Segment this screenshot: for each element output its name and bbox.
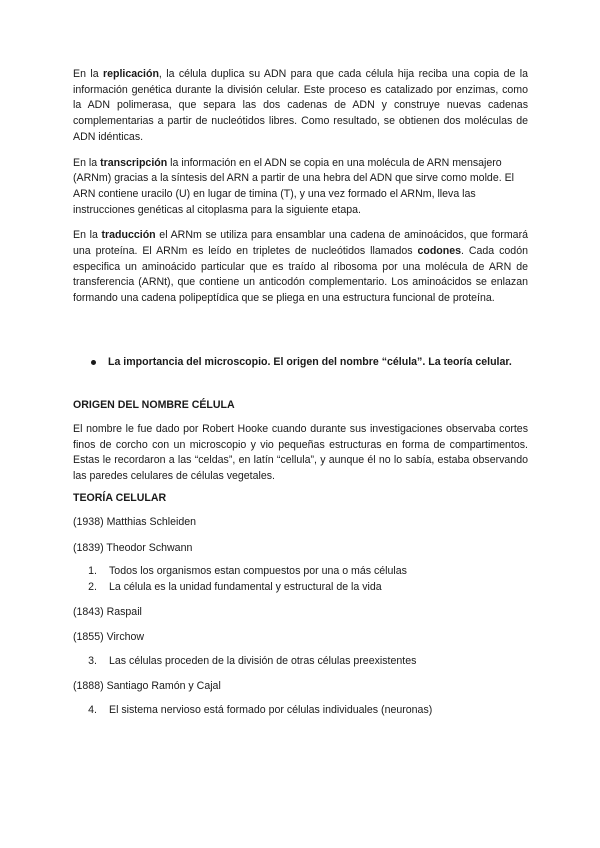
postulate-text: Las células proceden de la división de otras células preexistentes xyxy=(109,655,417,667)
term-replication: replicación xyxy=(102,68,159,80)
postulate-item xyxy=(73,654,416,670)
postulate-number: 4. xyxy=(88,704,97,716)
postulate-number: 2. xyxy=(88,581,97,593)
heading-cell-theory: TEORÍA CELULAR xyxy=(73,492,167,504)
text: En la xyxy=(73,68,103,80)
postulate-item xyxy=(73,564,407,580)
term-transcription: transcripción xyxy=(100,156,168,169)
paragraph-replication xyxy=(73,67,528,146)
postulate-item xyxy=(73,580,382,596)
postulate-number: 1. xyxy=(88,565,97,577)
postulate-text: Todos los organismos estan compuestos por una o más células xyxy=(109,565,407,577)
paragraph-origin: El nombre le fue dado por Robert Hooke cuando durante sus investigaciones observaba cortes finos de corcho con un microscopio y vio pequeñas estructuras en forma de compartimentos. Estas le recordaron a las “celdas”, en latín “cellula”, y aunque él no lo sabía, estaba observando las paredes celulares de células vegetales. xyxy=(73,423,528,483)
term-codons: codones xyxy=(417,245,462,258)
heading-origin: ORIGEN DEL NOMBRE CÉLULA xyxy=(73,399,235,411)
bullet-dot-icon xyxy=(91,360,96,365)
bullet-item xyxy=(88,355,528,371)
text: En la xyxy=(73,156,101,169)
theory-entry: (1888) Santiago Ramón y Cajal xyxy=(73,680,221,692)
theory-entry: (1839) Theodor Schwann xyxy=(73,542,193,554)
text: el ARNm se utiliza para ensamblar una cadena de aminoácidos, que formará una proteína. El ARNm es leído en tripletes de nucleótidos llamados xyxy=(73,229,528,258)
theory-entry: (1938) Matthias Schleiden xyxy=(73,516,197,528)
postulate-text: El sistema nervioso está formado por células individuales (neuronas) xyxy=(109,704,433,716)
text: la información en el ADN se copia en una molécula de ARN mensajero (ARNm) gracias a la síntesis del ARN a partir de una hebra del ADN que sirve como molde. El ARN contiene uracilo (U) en lugar de timina (T), y una vez formado el ARNm, lleva las instrucciones genéticas al citoplasma para la siguiente etapa. xyxy=(73,156,515,216)
text: , la célula duplica su ADN para que cada célula hija reciba una copia de la información genética durante la división celular. Este proceso es catalizado por enzimas, como la ADN polimerasa, que separa las dos cadenas de ADN y construye nuevas cadenas complementarias a partir de nucleótidos libres. Como resultado, se obtienen dos moléculas de ADN idénticas. xyxy=(73,68,529,143)
text: . Cada codón especifica un aminoácido particular que es traído al ribosoma por una molécula de ARN de transferencia (ARNt), que contiene un anticodón complementario. Los aminoácidos se enlazan formando una cadena polipeptídica que se pliega en una estructura funcional de proteína. xyxy=(73,245,528,305)
term-translation: traducción xyxy=(101,229,156,242)
theory-entry: (1855) Virchow xyxy=(73,631,145,643)
paragraph-translation xyxy=(73,228,528,307)
paragraph-transcription xyxy=(73,156,528,219)
postulate-item xyxy=(73,703,432,719)
postulate-number: 3. xyxy=(88,655,97,667)
text: En la xyxy=(73,229,102,242)
theory-entry: (1843) Raspail xyxy=(73,606,142,618)
bullet-text: La importancia del microscopio. El origen del nombre “célula”. La teoría celular. xyxy=(108,356,512,368)
document-page xyxy=(73,67,529,716)
postulate-text: La célula es la unidad fundamental y estructural de la vida xyxy=(109,581,382,593)
